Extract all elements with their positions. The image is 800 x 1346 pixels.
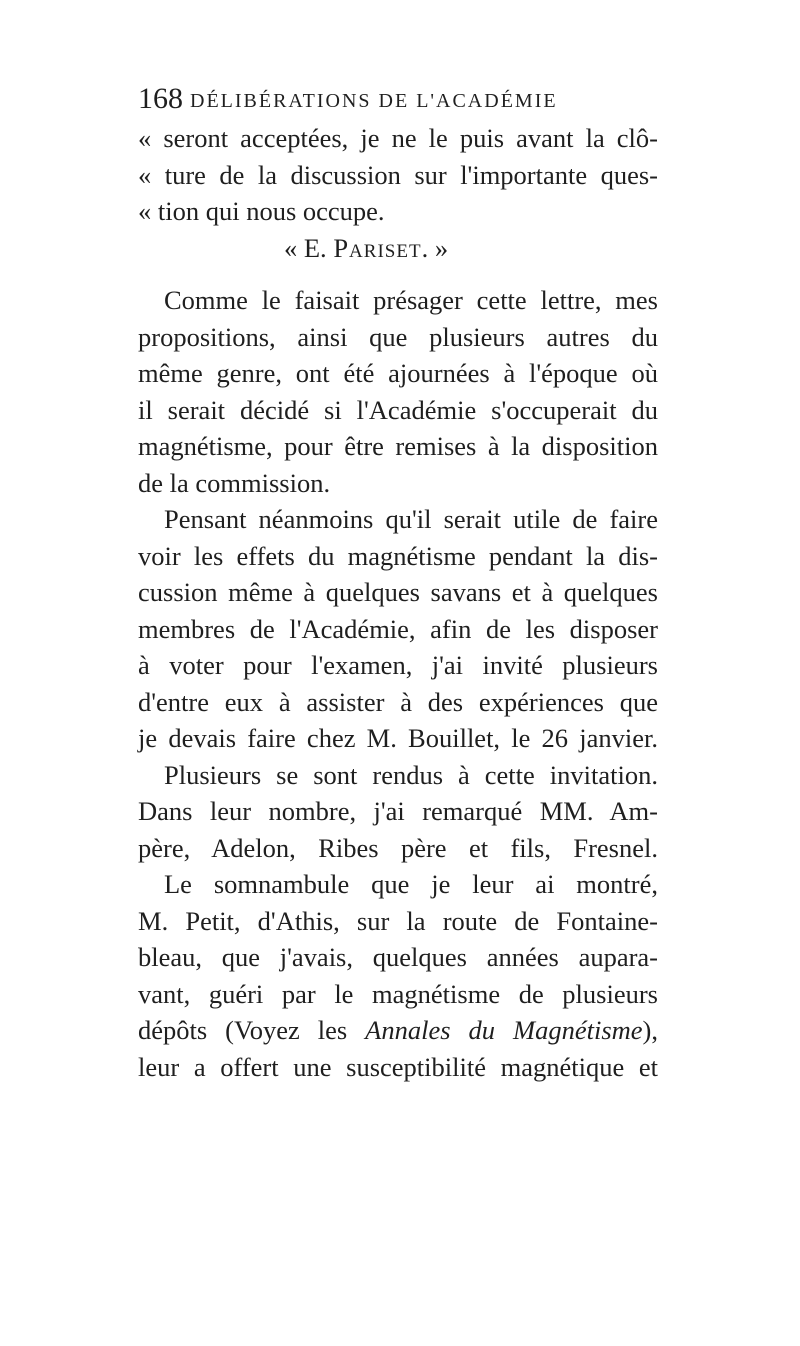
body-text	[138, 120, 658, 1085]
signature-name: Pariset	[333, 232, 422, 263]
paragraph-gap	[138, 266, 658, 282]
quote-line: « tion qui nous occupe.	[138, 196, 385, 226]
paragraph-line: il serait décidé si l'Académie s'occuperait du	[138, 394, 658, 425]
paragraph-line: membres de l'Académie, afin de les disposer	[138, 613, 658, 644]
quote-line: « seront acceptées, je ne le puis avant la clô-	[138, 123, 658, 153]
signature-suffix: . »	[421, 232, 449, 263]
paragraph-line: Dans leur nombre, j'ai remarqué MM. Am-	[138, 796, 658, 826]
paragraph-line: vant, guéri par le magnétisme de plusieurs	[138, 978, 658, 1009]
citation-suffix: ),	[642, 1015, 658, 1045]
paragraph-line: bleau, que j'avais, quelques années aupara-	[138, 942, 658, 972]
paragraph-line: même genre, ont été ajournées à l'époque où	[138, 358, 658, 388]
paragraph-line: Comme le faisait présager cette lettre, mes	[164, 285, 658, 315]
paragraph-line: père, Adelon, Ribes père et fils, Fresnel.	[138, 832, 658, 863]
paragraph-line: M. Petit, d'Athis, sur la route de Fontaine-	[138, 905, 658, 936]
paragraph-line: Le somnambule que je leur ai montré,	[164, 869, 658, 899]
paragraph-line: cussion même à quelques savans et à quelques	[138, 577, 658, 607]
paragraph-line: propositions, ainsi que plusieurs autres du	[138, 321, 658, 352]
paragraph-line-with-citation	[138, 1012, 658, 1049]
signature-prefix: « E.	[284, 232, 334, 263]
quote-line: « ture de la discussion sur l'importante ques-	[138, 159, 658, 190]
running-title: DÉLIBÉRATIONS DE L'ACADÉMIE	[190, 90, 558, 112]
citation-title: Annales du Magnétisme	[365, 1015, 643, 1045]
paragraph-line: voir les effets du magnétisme pendant la dis-	[138, 540, 658, 571]
citation-prefix: dépôts (Voyez les	[138, 1015, 366, 1045]
paragraph-line: d'entre eux à assister à des expériences que	[138, 686, 658, 717]
paragraph-line: leur a offert une susceptibilité magnétique et	[138, 1051, 658, 1082]
signature	[138, 230, 658, 267]
paragraph-line: à voter pour l'examen, j'ai invité plusieurs	[138, 650, 658, 680]
paragraph-line: Pensant néanmoins qu'il serait utile de faire	[164, 504, 658, 534]
page-number: 168	[138, 82, 183, 115]
paragraph-line: Plusieurs se sont rendus à cette invitation.	[164, 759, 658, 790]
paragraph-line: je devais faire chez M. Bouillet, le 26 janvier.	[138, 723, 658, 753]
paragraph-line: magnétisme, pour être remises à la disposition	[138, 431, 658, 461]
paragraph-line: de la commission.	[138, 467, 331, 498]
running-head	[138, 82, 658, 116]
